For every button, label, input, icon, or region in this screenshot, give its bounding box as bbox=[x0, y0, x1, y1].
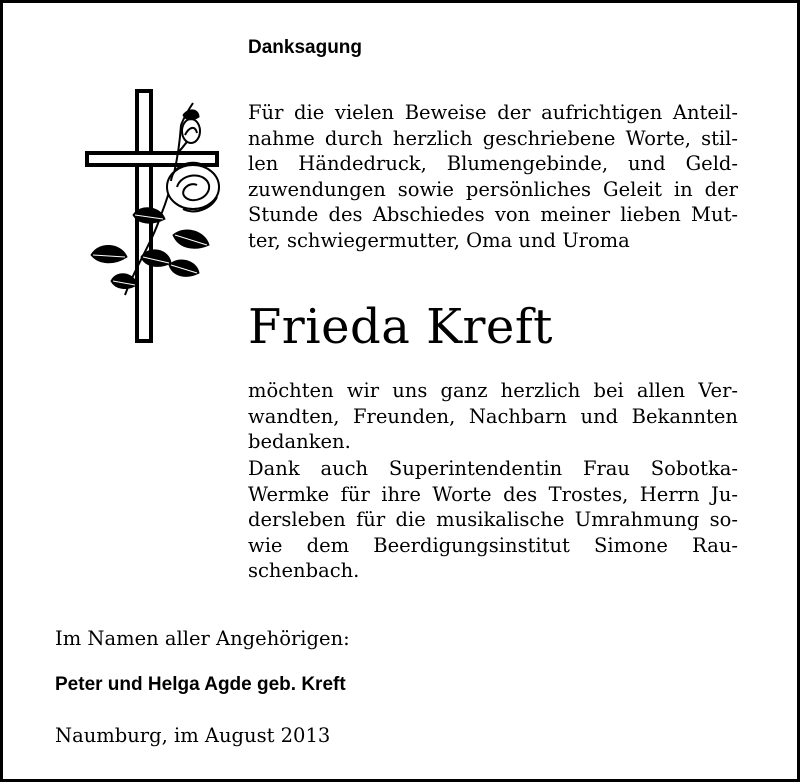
deceased-name: Frieda Kreft bbox=[248, 299, 553, 355]
cross-with-rose-icon bbox=[81, 85, 231, 347]
text-line: möchten wir uns ganz herzlich bei allen Ver- bbox=[248, 379, 738, 402]
text-line: zuwendungen sowie persönliches Geleit in der bbox=[248, 177, 738, 201]
text-line: Dank auch Superintendentin Frau Sobotka- bbox=[248, 457, 738, 480]
text-line: len Händedruck, Blumengebinde, und Geld- bbox=[248, 152, 738, 175]
rose-bloom-icon bbox=[167, 163, 219, 212]
thanks-paragraph bbox=[248, 378, 738, 455]
additional-thanks-paragraph bbox=[248, 456, 738, 584]
heading: Danksagung bbox=[248, 37, 363, 58]
text-line: wandten, Freunden, Nachbarn und Bekannten bbox=[248, 404, 738, 428]
text-line: schenbach. bbox=[248, 559, 360, 582]
text-line: ter, schwiegermutter, Oma und Uroma bbox=[248, 228, 630, 252]
text-line: dersleben für die musikalische Umrahmung so- bbox=[248, 508, 738, 531]
text-line: bedanken. bbox=[248, 430, 351, 453]
text-line: Stunde des Abschiedes von meiner lieben Mut- bbox=[248, 203, 738, 226]
text-line: Wermke für ihre Worte des Trostes, Herrn Ju- bbox=[248, 482, 738, 506]
text-line: nahme durch herzlich geschriebene Worte, stil- bbox=[248, 126, 738, 150]
rose-bud-icon bbox=[182, 119, 200, 143]
text-line: wie dem Beerdigungsinstitut Simone Rau- bbox=[248, 533, 738, 557]
intro-paragraph bbox=[248, 100, 738, 253]
place-date: Naumburg, im August 2013 bbox=[55, 724, 331, 747]
signers: Peter und Helga Agde geb. Kreft bbox=[55, 674, 346, 695]
closing-line: Im Namen aller Angehörigen: bbox=[55, 627, 350, 650]
text-line: Für die vielen Beweise der aufrichtigen Anteil- bbox=[248, 101, 738, 124]
